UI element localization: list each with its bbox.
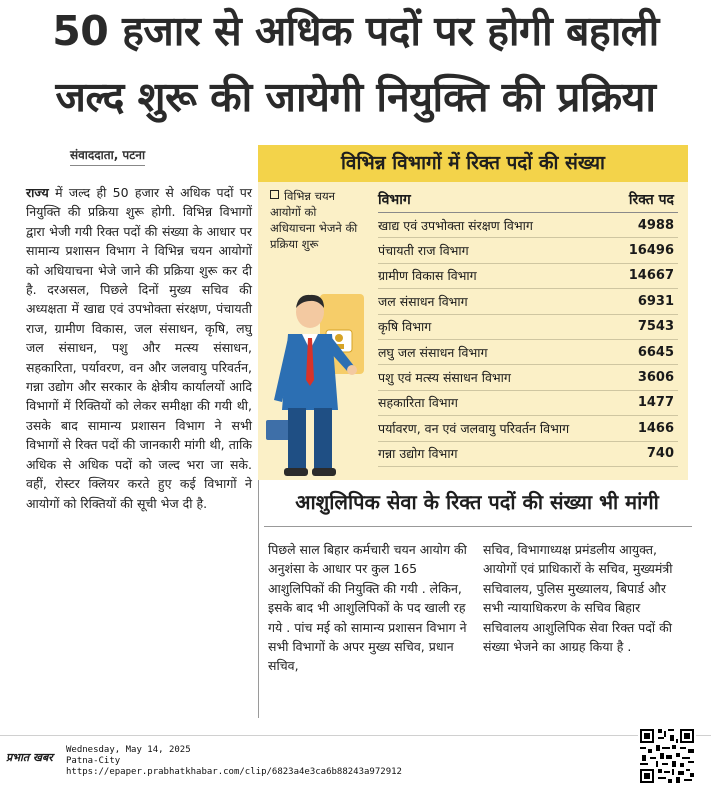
qr-code-icon	[638, 727, 696, 785]
table-row	[378, 238, 678, 263]
table-row	[378, 315, 678, 340]
table-row	[378, 340, 678, 365]
clip-edition: Patna-City	[66, 756, 121, 766]
clip-metadata	[66, 745, 402, 778]
side-note-text: विभिन्न चयन आयोगों को अधियाचना भेजने की प्रक्रिया शुरू	[270, 189, 358, 251]
row-dept: पर्यावरण, वन एवं जलवायु परिवर्तन विभाग	[378, 420, 570, 436]
table-row	[378, 442, 678, 467]
byline: संवाददाता, पटना	[70, 146, 145, 166]
side-note	[270, 188, 362, 252]
subhead: आशुलिपिक सेवा के रिक्त पदों की संख्या भी मांगी	[295, 490, 659, 514]
headline-line-1: 50 हजार से अधिक पदों पर होगी बहाली	[52, 7, 659, 55]
row-dept: कृषि विभाग	[378, 319, 432, 335]
subhead-divider	[264, 526, 692, 527]
row-dept: खाद्य एवं उपभोक्ता संरक्षण विभाग	[378, 217, 533, 233]
row-count: 3606	[637, 370, 674, 386]
publication-logo: प्रभात खबर	[6, 751, 53, 764]
row-dept: गन्ना उद्योग विभाग	[378, 446, 458, 462]
row-dept: पशु एवं मत्स्य संसाधन विभाग	[378, 370, 511, 386]
row-dept: सहकारिता विभाग	[378, 395, 458, 411]
row-count: 1466	[637, 420, 674, 436]
clip-date: Wednesday, May 14, 2025	[66, 745, 191, 755]
table-header	[378, 190, 678, 213]
row-dept: पंचायती राज विभाग	[378, 243, 469, 259]
row-count: 14667	[628, 268, 674, 284]
row-dept: जल संसाधन विभाग	[378, 293, 468, 309]
table-row	[378, 289, 678, 314]
clip-url[interactable]: https://epaper.prabhatkhabar.com/clip/6823a4e3ca6b88243a972912	[66, 767, 402, 777]
footer-divider	[0, 735, 711, 736]
row-dept: लघु जल संसाधन विभाग	[378, 344, 488, 360]
row-count: 6931	[637, 293, 674, 309]
row-count: 6645	[637, 344, 674, 360]
row-count: 4988	[637, 217, 674, 233]
table-row	[378, 391, 678, 416]
row-dept: ग्रामीण विकास विभाग	[378, 268, 477, 284]
row-count: 16496	[628, 243, 674, 259]
table-row	[378, 416, 678, 441]
table-row	[378, 365, 678, 390]
article-body: में जल्द ही 50 हजार से अधिक पदों पर नियुक्ति की प्रक्रिया शुरू होगी. विभिन्न विभागों द्वारा भेजी गयी रिक्त पदों की संख्या के आधार पर सामान्य प्रशासन विभाग ने विभिन्न चयन आयोगों को अधियाचना भेजे जाने की प्रक्रिया शुरू कर दी है. दरअसल, पिछले दिनों मुख्य सचिव की अध्यक्षता में खाद्य एवं उपभोक्ता संरक्षण, पंचायती राज, ग्रामीण विकास, जल संसाधन, कृषि, लघु जल संसाधन, पशु और मत्स्य संसाधन, सहकारिता, पर्यावरण, वन और जलवायु परिवर्तन, गन्ना उद्योग और सरकार के क्षेत्रीय कार्यालयों आदि विभागों में रिक्तियों को लेकर समीक्षा की गयी थी, उसके बाद सामान्य प्रशासन विभाग ने सभी विभागों से रिक्त पदों की जानकारी मांगी थी, ताकि अधिक से अधिक पदों को जल्द भरा जा सके. वहीं, रोस्टर क्लियर करते हुए कई विभागों ने आयोगों को रिक्तियों की सूची भेज दी है.	[26, 185, 252, 511]
left-article-column	[26, 183, 252, 513]
middle-article-column: पिछले साल बिहार कर्मचारी चयन आयोग की अनुशंसा के आधार पर कुल 165 आशुलिपिकों की नियुक्ति की गयी . लेकिन, इसके बाद भी आशुलिपिकों के पद खाली रह गये . पांच मई को सामान्य प्रशासन विभाग ने सभी विभागों के अपर मुख्य सचिव, प्रधान सचिव,	[268, 542, 467, 674]
header-count: रिक्त पद	[628, 192, 674, 208]
table-row	[378, 213, 678, 238]
article-lead-word: राज्य	[26, 185, 49, 200]
row-count: 740	[646, 446, 674, 462]
row-count: 1477	[637, 395, 674, 411]
row-count: 7543	[637, 319, 674, 335]
businessman-illustration	[262, 290, 380, 478]
table-row	[378, 264, 678, 289]
vacancy-box-title: विभिन्न विभागों में रिक्त पदों की संख्या	[258, 145, 688, 182]
vacancy-table	[378, 190, 678, 467]
checkbox-icon	[270, 190, 279, 199]
header-dept: विभाग	[378, 192, 411, 208]
headline-line-2: जल्द शुरू की जायेगी नियुक्ति की प्रक्रिया	[55, 73, 656, 121]
right-article-column: सचिव, विभागाध्यक्ष प्रमंडलीय आयुक्त, आयोगों एवं प्राधिकारों के सचिव, मुख्यमंत्री सचिवालय, पुलिस मुख्यालय, बिपार्ड और सभी न्यायाधिकरण के सचिव बिहार सचिवालय आशुलिपिक सेवा रिक्त पदों की संख्या भेजने का आग्रह किया है .	[483, 542, 673, 655]
